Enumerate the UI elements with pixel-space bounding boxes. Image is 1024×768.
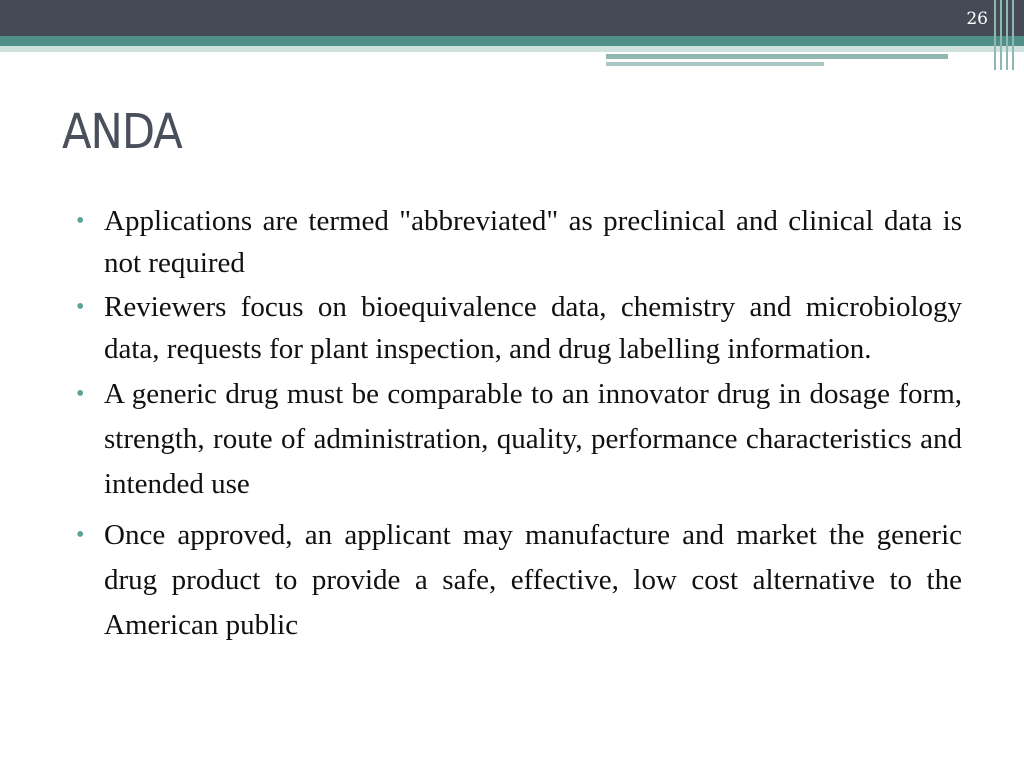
bullet-text: Once approved, an applicant may manufacture and market the generic drug product to provide a safe, effective, low cost alternative to the American public (104, 519, 962, 641)
decorative-vertical-line (994, 0, 996, 70)
header-light-band (0, 46, 1024, 52)
bullet-item (74, 286, 962, 370)
header-bar (0, 0, 1024, 36)
bullet-text: Reviewers focus on bioequivalence data, chemistry and microbiology data, requests for plant inspection, and drug labelling information. (104, 291, 962, 365)
decorative-line-short (606, 62, 824, 66)
bullet-text: Applications are termed "abbreviated" as preclinical and clinical data is not required (104, 205, 962, 279)
bullet-icon: • (76, 208, 85, 234)
bullet-icon: • (76, 381, 85, 407)
decorative-vertical-line (1012, 0, 1014, 70)
header-accent-band (0, 36, 1024, 46)
decorative-vertical-line (1000, 0, 1002, 70)
bullet-item (74, 513, 962, 648)
decorative-line (606, 54, 948, 59)
slide-title: ANDA (62, 104, 182, 160)
bullet-icon: • (76, 522, 85, 548)
bullet-text: A generic drug must be comparable to an innovator drug in dosage form, strength, route of administration, quality, performance characteristics and intended use (104, 378, 962, 500)
bullet-icon: • (76, 294, 85, 320)
bullet-item (74, 200, 962, 284)
bullet-list (74, 200, 962, 648)
bullet-item (74, 372, 962, 507)
page-number: 26 (966, 9, 988, 29)
decorative-vertical-line (1006, 0, 1008, 70)
